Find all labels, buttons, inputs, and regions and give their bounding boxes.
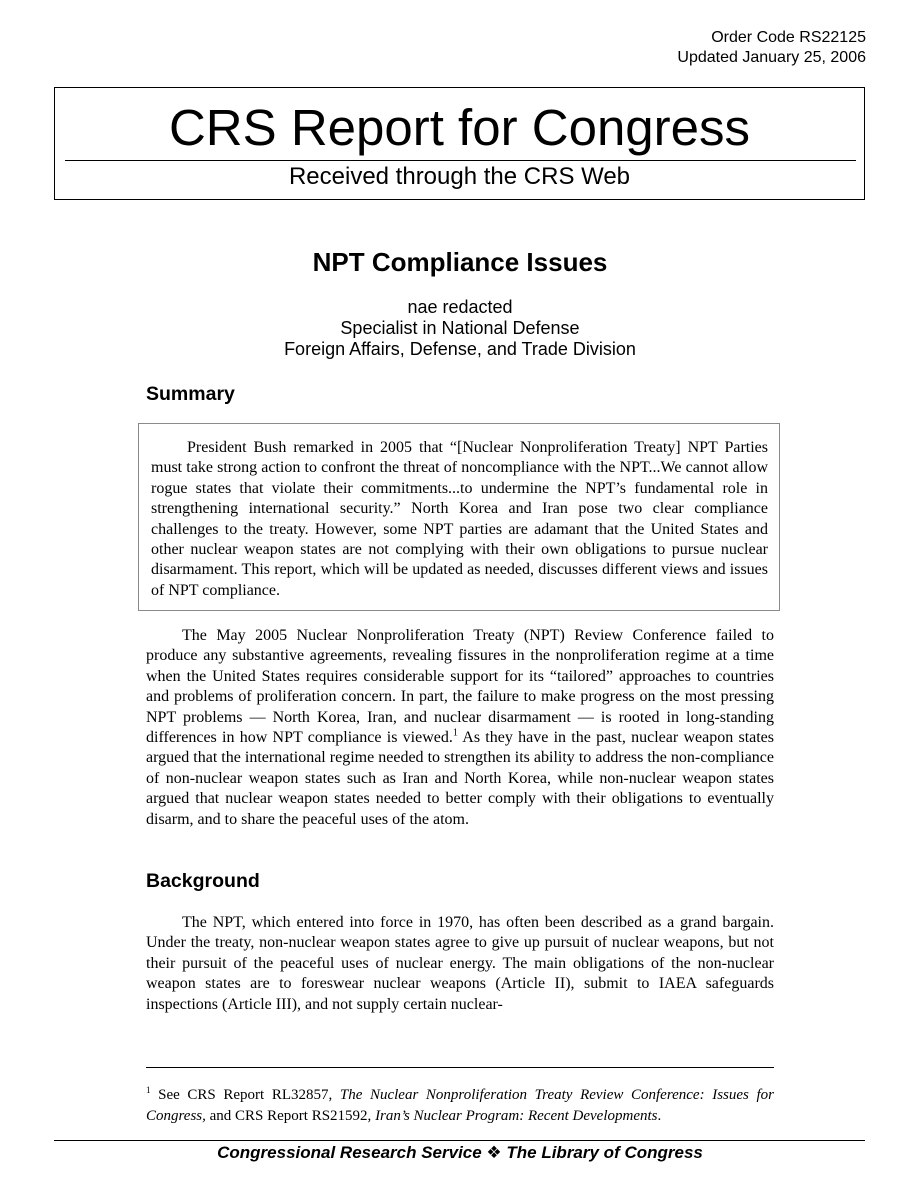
author-name: nae redacted <box>407 297 513 317</box>
order-code: Order Code RS22125 <box>711 29 866 46</box>
footnote-rule <box>146 1067 774 1068</box>
footnote-title-2: Iran’s Nuclear Program: Recent Developments <box>375 1108 658 1124</box>
masthead <box>54 87 865 200</box>
summary-heading: Summary <box>146 383 235 405</box>
footnote-middle: and CRS Report RS21592, <box>205 1108 376 1124</box>
footer: Congressional Research Service ❖ The Library of Congress <box>217 1143 703 1162</box>
updated-date: Updated January 25, 2006 <box>677 49 866 66</box>
footnote <box>146 1085 774 1127</box>
footnote-marker: 1 <box>146 1085 151 1095</box>
summary-text: President Bush remarked in 2005 that “[Nuclear Nonproliferation Treaty] NPT Parties must take strong action to confront the threat of noncompliance with the NPT...We cannot allow rogue states that violate their commitments...to undermine the NPT’s fundamental role in strengthening international security.” North Korea and Iran pose two clear compliance challenges to the treaty. However, some NPT parties are adamant that the United States and other nuclear weapon states are not complying with their own obligations to pursue nuclear disarmament. This report, which will be updated as needed, discusses different views and issues of NPT compliance. <box>151 439 768 599</box>
footnote-ref[interactable]: 1 <box>452 727 458 739</box>
background-heading: Background <box>146 870 260 892</box>
masthead-rule <box>65 160 856 161</box>
masthead-title: CRS Report for Congress <box>168 99 751 156</box>
author-division: Foreign Affairs, Defense, and Trade Division <box>284 339 636 359</box>
order-code-block <box>677 28 866 68</box>
intro-paragraph <box>146 626 774 830</box>
footnote-lead: See CRS Report RL32857, <box>150 1087 340 1103</box>
background-text: The NPT, which entered into force in 1970, has often been described as a grand bargain. Under the treaty, non-nuclear weapon states agree to give up pursuit of nuclear weapons, but not their pursuit of the peaceful uses of nuclear energy. The main obligations of the non-nuclear weapon states are to foreswear nuclear weapons (Article II), submit to IAEA safeguards inspections (Article III), and not supply certain nuclear- <box>146 914 774 1013</box>
masthead-subtitle: Received through the CRS Web <box>288 163 631 190</box>
footnote-title-1: The Nuclear Nonproliferation Treaty Review Conference: Issues for Congress, <box>146 1087 774 1124</box>
footer-rule <box>54 1140 865 1141</box>
author-position: Specialist in National Defense <box>340 318 580 338</box>
intro-text-2: As they have in the past, nuclear weapon states argued that the international regime needed to strengthen its ability to address the non-compliance of non-nuclear weapon states such as Iran and North Korea, while non-nuclear weapon states argued that nuclear weapon states needed to better comply with their obligations to eventually disarm, and to share the peaceful uses of the atom. <box>146 729 775 828</box>
background-paragraph <box>146 913 774 1015</box>
author-block <box>0 297 920 360</box>
summary-box <box>138 423 780 611</box>
intro-text-1: The May 2005 Nuclear Nonproliferation Treaty (NPT) Review Conference failed to produce any substantive agreements, revealing fissures in the nonproliferation regime at a time when the United States requires considerable support for its “tailored” approaches to countries and problems of proliferation concern. In part, the failure to make progress on the most pressing NPT problems — North Korea, Iran, and nuclear disarmament — is rooted in long-standing differences in how NPT compliance is viewed. <box>146 627 774 747</box>
footnote-end: . <box>657 1108 662 1124</box>
report-title: NPT Compliance Issues <box>312 247 608 277</box>
